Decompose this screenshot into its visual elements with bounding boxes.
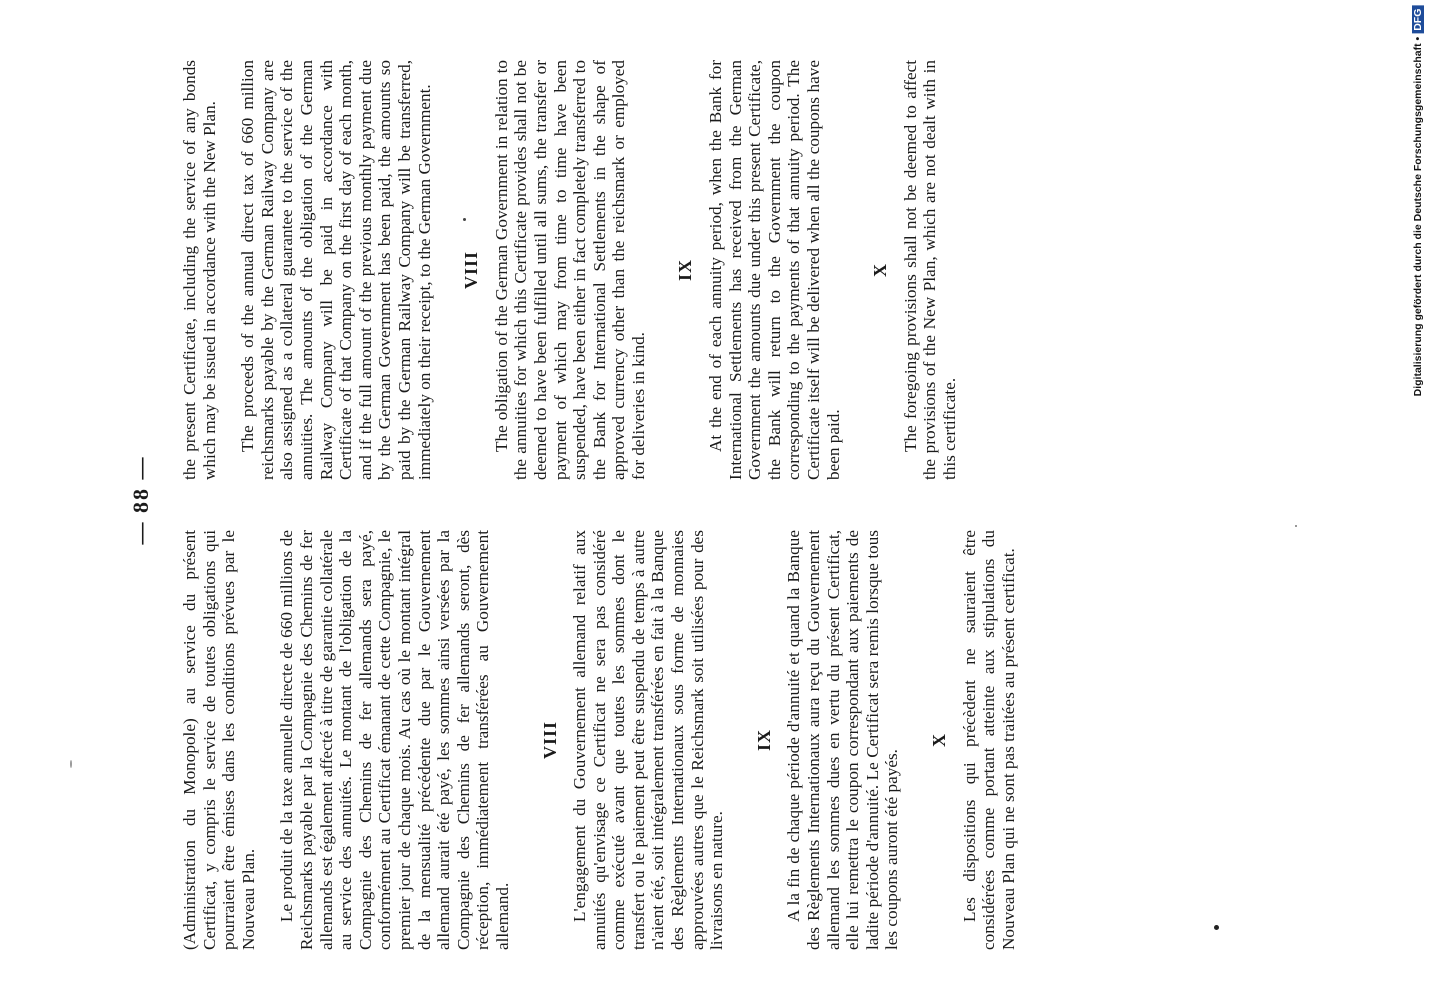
scan-speck [70,760,72,768]
scan-speck [1295,525,1297,527]
dfg-logo-badge: DFG [1412,6,1424,34]
digitization-credit [1408,6,1428,396]
french-section-heading-viii: VIII [539,721,560,760]
english-section-viii-paragraph: The obligation of the German Government in relation to the annuities for which this Certificate provides shall not be deemed to have been fulfilled until all sums, the transfer or payment of which may from time to time have been suspended, have been either in fact completely transferred to the Bank for International Settlements in the shape of approved currency other than the reichsmark or employed for deliveries in kind. [491,60,648,480]
french-section-viii-paragraph: L'engagement du Gouvernement allemand relatif aux annuités qu'envisage ce Certificat ne sera pas considéré comme exécuté avant que toutes les sommes dont le transfert ou le paiement peut être suspendu de temps à autre n'aient été, soit intégralement transférées en fait à la Banque des Règlements Internationaux sous forme de monnaies approuvées autres que le Reichsmark soit utilisées pour des livraisons en nature. [570,530,727,950]
french-section-heading-ix: IX [753,729,774,752]
french-section-heading-x: X [929,733,949,747]
scan-speck [1214,925,1219,930]
french-intro-paragraph: (Administration du Monopole) au service du présent Certificat, y compris le service de toutes obligations qui pourraient être émises dans les conditions prévues par le Nouveau Plan. [180,530,258,950]
credit-text: Digitalisierung gefördert durch die Deutsche Forschungsgemeinschaft • [1412,36,1424,397]
english-intro-paragraph: the present Certificate, including the service of any bonds which may be issued in accordance with the New Plan. [180,60,219,480]
english-proceeds-paragraph: The proceeds of the annual direct tax of 660 million reichsmarks payable by the German Railway Company are also assigned as a collateral guarantee to the service of the annuities. The amounts of the obligation of the German Railway Company will be paid in accordance with Certificate of that Company on the first day of each month, and if the full amount of the previous monthly payment due by the German Government has been paid, the amounts so paid by the German Railway Company will be transferred, immediately on their receipt, to the German Government. [238,60,434,480]
page-number: — 88 — [128,455,153,545]
french-produit-paragraph: Le produit de la taxe annuelle directe de 660 millions de Reichsmarks payable par la Compagnie des Chemins de fer allemands est également affecté à titre de garantie collatérale au service des annuités. Le montant de l'obligation de la Compagnie des Chemins de fer allemands sera payé, conformément au Certificat émanant de cette Compagnie, le premier jour de chaque mois. Au cas où le montant intégral de la mensualité précédente due par le Gouvernement allemand aurait été payé, les sommes ainsi versées par la Compagnie des Chemins de fer allemands seront, dès réception, immédiatement transférées au Gouvernement allemand. [277,530,512,950]
rotated-document-page [120,50,1018,950]
english-section-heading-ix: IX [675,259,696,282]
english-section-ix-paragraph: At the end of each annuity period, when the Bank for International Settlements has received from the German Government the amounts due under this present Certificate, the Bank will return to the Government the coupon corresponding to the payments of that annuity period. The Certificate itself will be delivered when all the coupons have been paid. [706,60,843,480]
english-section-heading-x: X [870,263,891,277]
french-section-ix-paragraph: A la fin de chaque période d'annuité et quand la Banque des Règlements Internationaux aura reçu du Gouvernement allemand les sommes dues en vertu du présent Certificat, elle lui remettra le coupon correspondant aux paiements de ladite période d'annuité. Le Certificat sera remis lorsque tous les coupons auront été payés. [784,530,902,950]
scan-speck [463,218,466,221]
french-section-x-paragraph: Les dispositions qui précèdent ne sauraient être considérées comme portant atteinte aux stipulations du Nouveau Plan qui ne sont pas traitées au présent certificat. [959,530,1018,950]
english-section-heading-viii: VIII [461,251,482,290]
english-column [180,60,979,480]
digitization-credit-text [1412,6,1424,397]
english-section-x-paragraph: The foregoing provisions shall not be deemed to affect the provisions of the New Plan, which are not dealt with in this certificate. [900,60,959,480]
french-column [180,530,1037,950]
